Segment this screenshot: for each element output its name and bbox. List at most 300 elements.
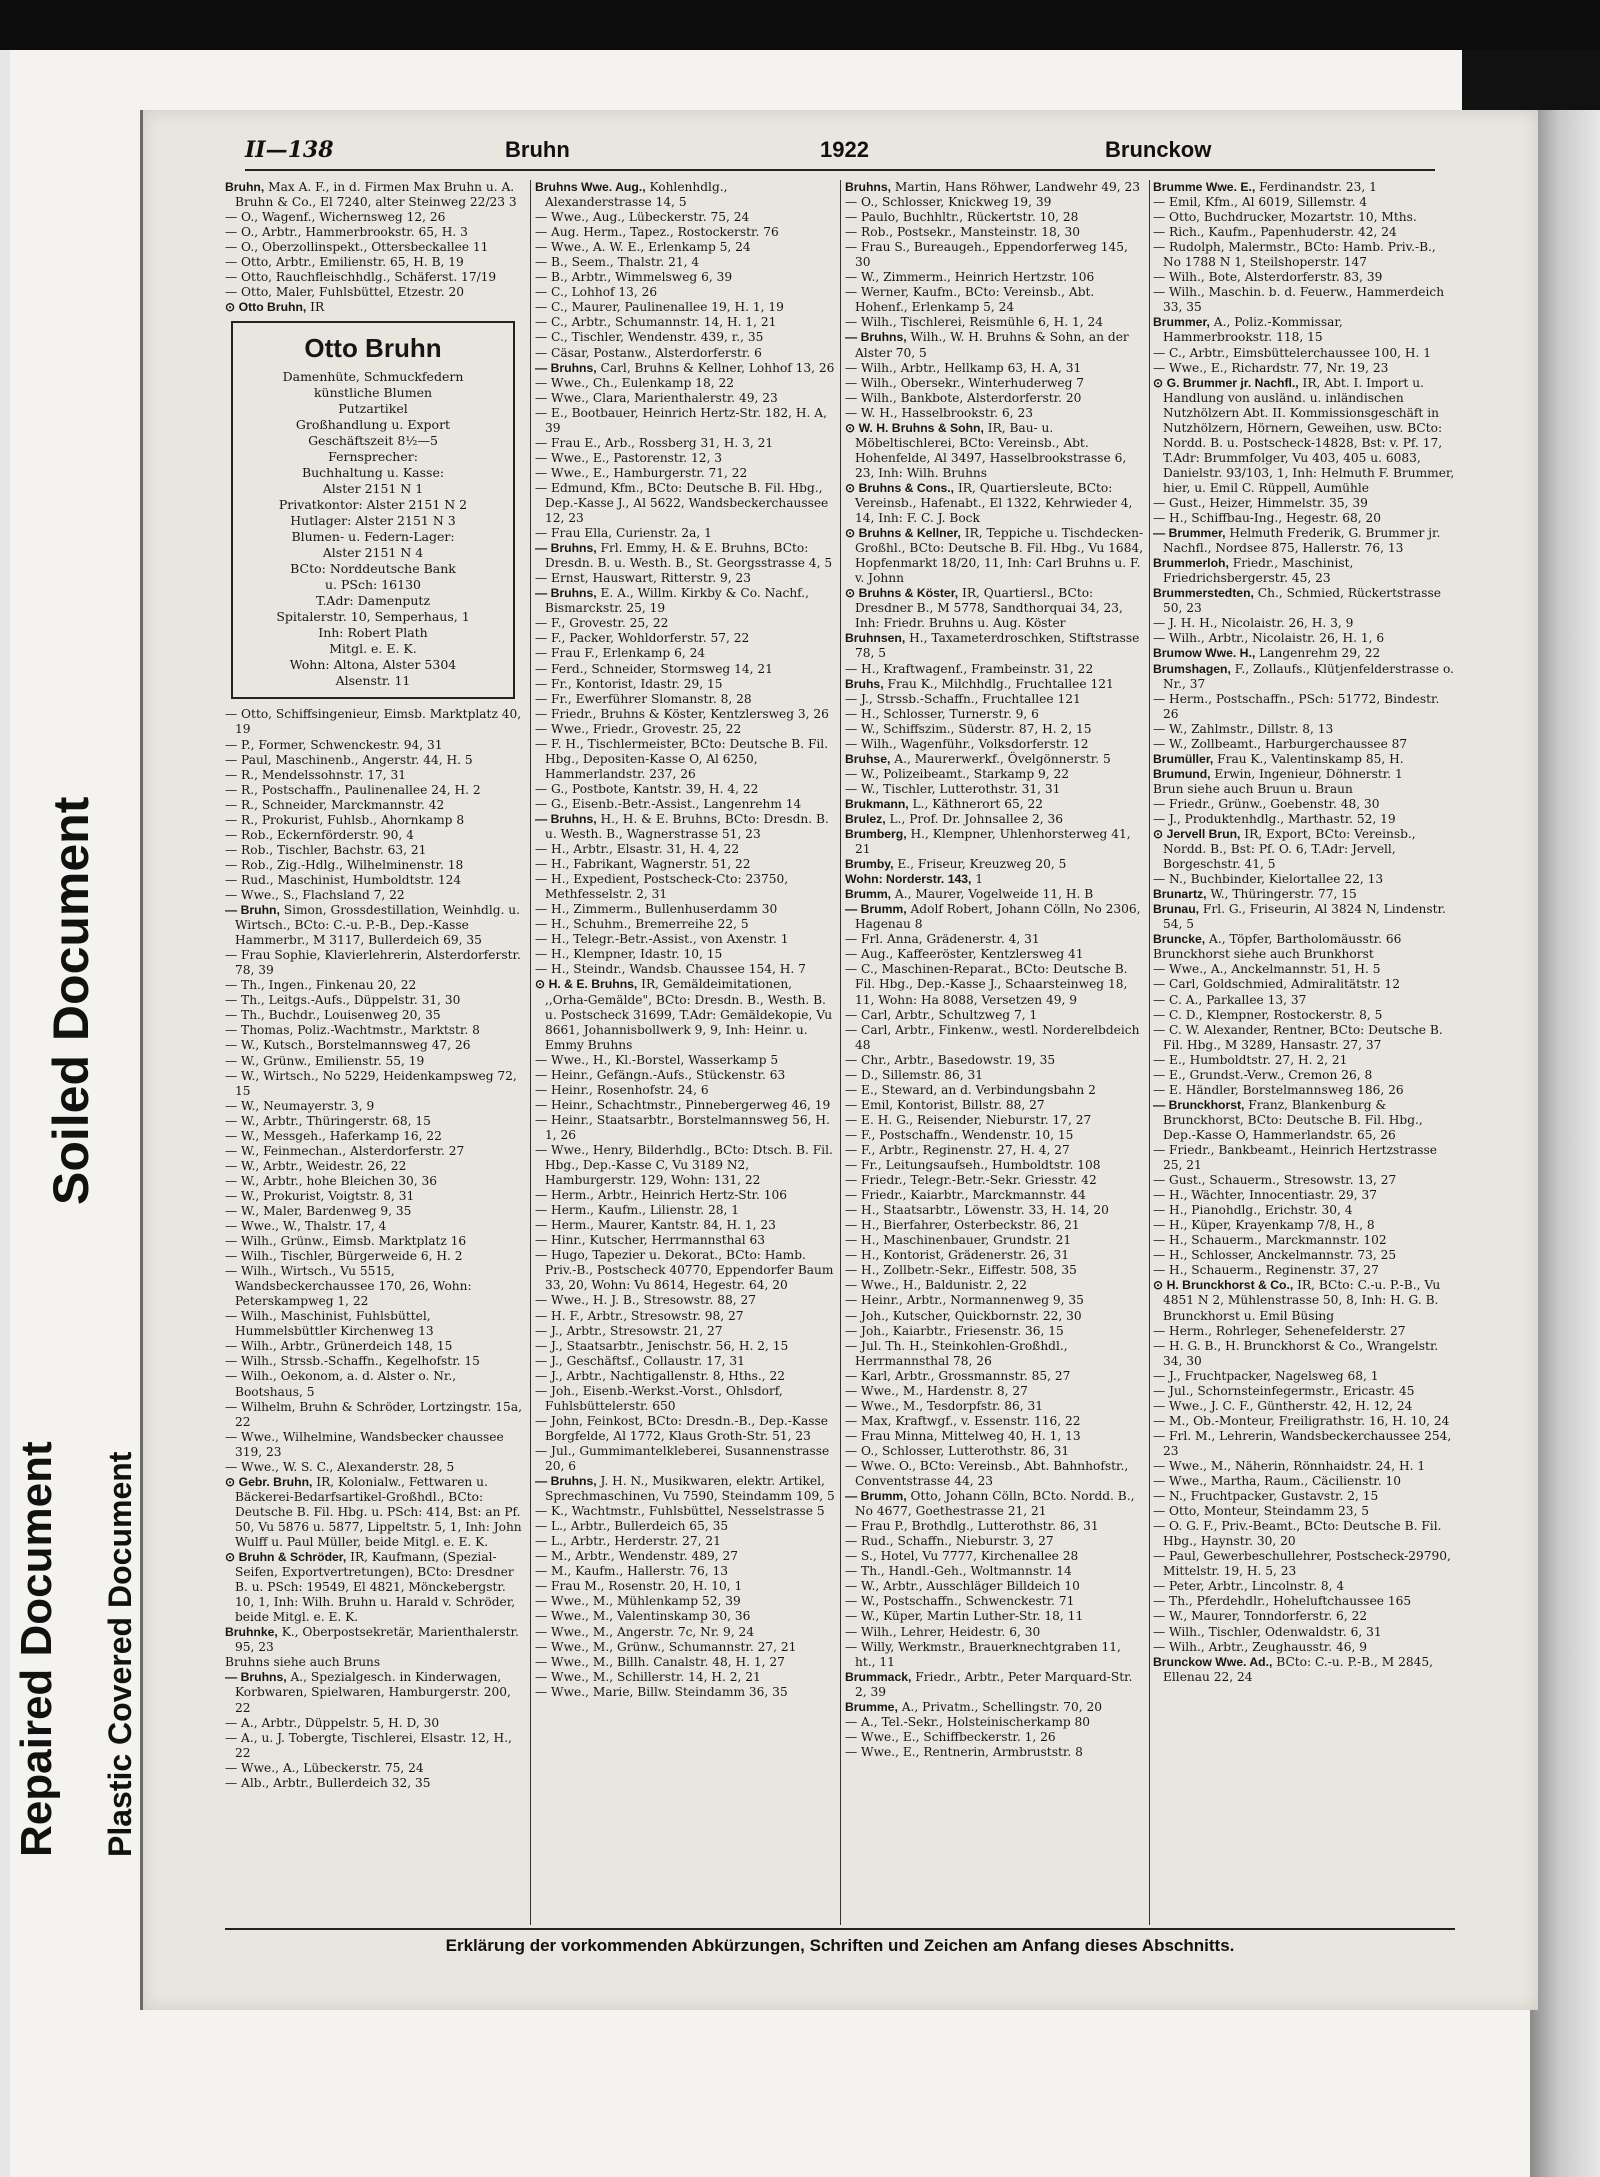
directory-entry: Bruhns Wwe. Aug., Kohlenhdlg., Alexanderstrasse 14, 5: [535, 180, 728, 210]
directory-entry: — Friedr., Telegr.-Betr.-Sekr. Griesstr. 42: [845, 1173, 1097, 1188]
directory-entry: — Otto, Buchdrucker, Mozartstr. 10, Mths.: [1153, 210, 1417, 225]
directory-entry: — Frau P., Brothdlg., Lutterothstr. 86, 31: [845, 1519, 1099, 1534]
directory-entry: — Paulo, Buchhltr., Rückertstr. 10, 28: [845, 210, 1079, 225]
directory-entry: — J., Arbtr., Stresowstr. 21, 27: [535, 1323, 723, 1338]
ad-line: Hutlager: Alster 2151 N 3: [290, 513, 456, 529]
directory-entry: Brumüller, Frau K., Valentinskamp 85, H.: [1153, 751, 1404, 766]
ad-line: Spitalerstr. 10, Semperhaus, 1: [276, 609, 470, 625]
directory-entry: — C., Maurer, Paulinenallee 19, H. 1, 19: [535, 300, 784, 315]
directory-entry: — H., Expedient, Postscheck-Cto: 23750, Methfesselstr. 2, 31: [535, 872, 789, 902]
directory-entry: — K., Wachtmstr., Fuhlsbüttel, Nesselstrasse 5: [535, 1504, 825, 1519]
directory-entry: — Th., Ingen., Finkenau 20, 22: [225, 978, 417, 993]
directory-entry: — C. D., Klempner, Rostockerstr. 8, 5: [1153, 1007, 1383, 1022]
directory-entry: Brun siehe auch Bruun u. Braun: [1153, 781, 1353, 796]
directory-entry: ⊙ H. & E. Bruhns, IR, Gemäldeimitationen, ,,Orha-Gemälde", BCto: Dresdn. B., Westh. B. u. Postscheck 31699, T.Adr: Gemäldekopie, Vu 8661, Johannisbollwerk 9, 9, Inh: Heinr. u. Emmy Bruhns: [535, 977, 833, 1052]
directory-entry: — H., Schiffbau-Ing., Hegestr. 68, 20: [1153, 511, 1382, 526]
ad-title: Otto Bruhn: [304, 333, 442, 364]
directory-entry: — L., Arbtr., Herderstr. 27, 21: [535, 1534, 721, 1549]
directory-entry: — Edmund, Kfm., BCto: Deutsche B. Fil. Hbg., Dep.-Kasse J., Al 5622, Wandsbeckerchaussee 12, 23: [535, 480, 829, 526]
directory-entry: — J., Staatsarbtr., Jenischstr. 56, H. 2, 15: [535, 1338, 789, 1353]
directory-entry: — Wwe., H., Baldunistr. 2, 22: [845, 1278, 1028, 1293]
directory-entry: — E., Grundst.-Verw., Cremon 26, 8: [1153, 1067, 1373, 1082]
directory-entry: Brummerstedten, Ch., Schmied, Rückertstrasse 50, 23: [1153, 586, 1441, 616]
directory-entry: — B., Seem., Thalstr. 21, 4: [535, 255, 700, 270]
directory-entry: — Wilh., Oekonom, a. d. Alster o. Nr., Bootshaus, 5: [225, 1369, 457, 1399]
directory-entry: — Frau Sophie, Klavierlehrerin, Alsterdorferstr. 78, 39: [225, 948, 521, 978]
directory-entry: — Hinr., Kutscher, Herrmannsthal 63: [535, 1233, 766, 1248]
directory-entry: — Wwe., M., Näherin, Rönnhaidstr. 24, H. 1: [1153, 1458, 1426, 1473]
directory-entry: — Rud., Schaffn., Nieburstr. 3, 27: [845, 1534, 1054, 1549]
directory-entry: — Emil, Kfm., Al 6019, Sillemstr. 4: [1153, 195, 1368, 210]
directory-entry: — E. H. G., Reisender, Nieburstr. 17, 27: [845, 1112, 1092, 1127]
directory-entry: — N., Buchbinder, Kielortallee 22, 13: [1153, 872, 1384, 887]
directory-entry: — Aug., Kaffeeröster, Kentzlersweg 41: [845, 947, 1084, 962]
directory-entry: — H., Schauerm., Marckmannstr. 102: [1153, 1233, 1387, 1248]
directory-entry: ⊙ Jervell Brun, IR, Export, BCto: Vereinsb., Nordd. B., Bst: Pf. O. 6, T.Adr: Jervell, Borgeschstr. 41, 5: [1153, 827, 1416, 872]
directory-entry: — Brummer, Helmuth Frederik, G. Brummer jr. Nachfl., Nordsee 875, Hallerstr. 76, 13: [1153, 526, 1441, 556]
column-4: [1153, 180, 1455, 1925]
directory-entry: Bruhse, A., Maurerwerkf., Övelgönnerstr. 5: [845, 751, 1111, 766]
directory-entry: — Bruhn, Simon, Grossdestillation, Weinhdlg. u. Wirtsch., BCto: C.-u. P.-B., Dep.-Kasse Hammerbr., M 3117, Bullerdeich 69, 35: [225, 903, 521, 948]
directory-entry: — Otto, Monteur, Steindamm 23, 5: [1153, 1504, 1370, 1519]
directory-entry: — Peter, Arbtr., Lincolnstr. 8, 4: [1153, 1579, 1345, 1594]
directory-entry: — G., Postbote, Kantstr. 39, H. 4, 22: [535, 781, 759, 796]
directory-entry: — Aug. Herm., Tapez., Rostockerstr. 76: [535, 225, 779, 240]
directory-entry: Bruncke, A., Töpfer, Bartholomäusstr. 66: [1153, 932, 1402, 947]
directory-entry: — Otto, Schiffsingenieur, Eimsb. Marktplatz 40, 19: [225, 707, 522, 737]
directory-entry: — Wilh., Tischler, Bürgerweide 6, H. 2: [225, 1249, 463, 1264]
directory-entry: — Wwe., H. J. B., Stresowstr. 88, 27: [535, 1293, 756, 1308]
directory-entry: — C., Arbtr., Schumannstr. 14, H. 1, 21: [535, 315, 777, 330]
footer-divider: [225, 1928, 1455, 1930]
directory-entry: — Wilh., Arbtr., Grünerdeich 148, 15: [225, 1339, 453, 1354]
directory-entry: Brulez, L., Prof. Dr. Johnsallee 2, 36: [845, 811, 1063, 826]
ad-line: Putzartikel: [338, 401, 408, 417]
directory-entry: — Wwe., Aug., Lübeckerstr. 75, 24: [535, 210, 750, 225]
directory-entry: — Wwe., M., Schillerstr. 14, H. 2, 21: [535, 1669, 761, 1684]
directory-entry: — Rob., Zig.-Hdlg., Wilhelminenstr. 18: [225, 857, 464, 872]
directory-entry: — Wwe., M., Mühlenkamp 52, 39: [535, 1594, 741, 1609]
directory-entry: — Paul, Gewerbeschullehrer, Postscheck-29790, Mittelstr. 19, H. 5, 23: [1153, 1549, 1451, 1579]
directory-entry: — Th., Handl.-Geh., Woltmannstr. 14: [845, 1564, 1072, 1579]
directory-entry: ⊙ Bruhns & Cons., IR, Quartiersleute, BCto: Vereinsb., Hafenabt., El 1322, Kehrwieder 4, 14, Inh: F. C. J. Bock: [845, 480, 1133, 526]
directory-entry: — Wwe., W., Thalstr. 17, 4: [225, 1219, 387, 1234]
directory-entry: Brumow Wwe. H., Langenrehm 29, 22: [1153, 646, 1381, 661]
directory-entry: — Wilh., Wagenführ., Volksdorferstr. 12: [845, 736, 1089, 751]
directory-entry: — H., Fabrikant, Wagnerstr. 51, 22: [535, 857, 751, 872]
directory-entry: — Friedr., Grünw., Goebenstr. 48, 30: [1153, 796, 1380, 811]
column-1: [225, 180, 527, 1925]
directory-entry: — H., Pianohdlg., Erichstr. 30, 4: [1153, 1203, 1353, 1218]
ad-line: Großhandlung u. Export: [295, 417, 451, 433]
directory-entry: — Wwe., M., Billh. Canalstr. 48, H. 1, 27: [535, 1654, 785, 1669]
directory-entry: — F., Postschaffn., Wendenstr. 10, 15: [845, 1127, 1074, 1142]
directory-entry: — W., Schiffszim., Süderstr. 87, H. 2, 15: [845, 721, 1092, 736]
directory-entry: — Jul. Th. H., Steinkohlen-Großhdl., Herrmannsthal 78, 26: [845, 1338, 1068, 1368]
directory-entry: — Ferd., Schneider, Stormsweg 14, 21: [535, 661, 773, 676]
directory-entry: — Herm., Kaufm., Lilienstr. 28, 1: [535, 1203, 740, 1218]
directory-entry: — C. A., Parkallee 13, 37: [1153, 992, 1307, 1007]
directory-entry: — Wwe., J. C. F., Güntherstr. 42, H. 12, 24: [1153, 1398, 1413, 1413]
directory-entry: — W., Arbtr., Thüringerstr. 68, 15: [225, 1113, 431, 1128]
directory-entry: — M., Kaufm., Hallerstr. 76, 13: [535, 1564, 728, 1579]
directory-entry: — F., Arbtr., Reginenstr. 27, H. 4, 27: [845, 1143, 1070, 1157]
directory-entry: — Bruhns, J. H. N., Musikwaren, elektr. Artikel, Sprechmaschinen, Vu 7590, Steindamm 109, 5: [535, 1474, 835, 1504]
directory-entry: — John, Feinkost, BCto: Dresdn.-B., Dep.-Kasse Borgfelde, Al 1772, Klaus Groth-Str. 51, 23: [535, 1413, 828, 1443]
ad-line: Mitgl. e. E. K.: [329, 641, 417, 657]
directory-entry: — E., Steward, an d. Verbindungsbahn 2: [845, 1082, 1096, 1097]
ad-line: Blumen- u. Federn-Lager:: [291, 529, 455, 545]
advertisement-box: [231, 321, 515, 699]
directory-entry: — J., Strssb.-Schaffn., Fruchtallee 121: [845, 691, 1081, 706]
directory-entry: — Brumm, Adolf Robert, Johann Cölln, No 2306, Hagenau 8: [845, 902, 1141, 932]
directory-entry: — Wilh., Arbtr., Zeughausstr. 46, 9: [1153, 1639, 1368, 1654]
directory-entry: — Rob., Postsekr., Mansteinstr. 18, 30: [845, 225, 1081, 240]
directory-entry: — Friedr., Bruhns & Köster, Kentzlersweg 3, 26: [535, 706, 829, 721]
directory-entry: — Wilh., Bankbote, Alsterdorferstr. 20: [845, 390, 1082, 405]
directory-entry: — Wilh., Tischlerei, Reismühle 6, H. 1, 24: [845, 315, 1104, 330]
directory-entry: — H., Schlosser, Turnerstr. 9, 6: [845, 706, 1039, 721]
directory-entry: — Emil, Kontorist, Billstr. 88, 27: [845, 1097, 1045, 1112]
directory-entry: — Fr., Ewerführer Slomanstr. 8, 28: [535, 691, 752, 706]
directory-entry: — W., Feinmechan., Alsterdorferstr. 27: [225, 1143, 465, 1158]
directory-entry: — Wwe., H., Kl.-Borstel, Wasserkamp 5: [535, 1052, 779, 1067]
directory-entry: — J., Geschäftsf., Collaustr. 17, 31: [535, 1353, 745, 1368]
directory-entry: — Th., Buchdr., Louisenweg 20, 35: [225, 1008, 441, 1023]
directory-entry: — Frau F., Erlenkamp 6, 24: [535, 646, 706, 661]
directory-entry: — Paul, Maschinenb., Angerstr. 44, H. 5: [225, 752, 473, 767]
directory-entry: — Frau Ella, Curienstr. 2a, 1: [535, 526, 712, 541]
directory-entry: — W., Neumayerstr. 3, 9: [225, 1098, 375, 1113]
ad-line: Buchhaltung u. Kasse:: [301, 465, 445, 481]
directory-entry: — Wilh., Bote, Alsterdorferstr. 83, 39: [1153, 270, 1383, 285]
directory-entry: — Joh., Eisenb.-Werkst.-Vorst., Ohlsdorf, Fuhlsbüttelerstr. 650: [535, 1383, 783, 1413]
directory-entry: — Brunckhorst, Franz, Blankenburg & Brunckhorst, BCto: Deutsche B. Fil. Hbg., Dep.-Kasse O, Hammerlandstr. 65, 26: [1153, 1097, 1423, 1142]
directory-entry: — Friedr., Kaiarbtr., Marckmannstr. 44: [845, 1188, 1086, 1203]
directory-entry: — F., Packer, Wohldorferstr. 57, 22: [535, 631, 750, 646]
directory-entry: Brumshagen, F., Zollaufs., Klütjenfelderstrasse o. Nr., 37: [1153, 661, 1454, 691]
column-divider: [840, 180, 841, 1925]
directory-entry: — H., Zimmerm., Bullenhuserdamm 30: [535, 902, 778, 917]
directory-entry: — C., Maschinen-Reparat., BCto: Deutsche B. Fil. Hbg., Dep.-Kasse J., Schaarsteinweg 18, 11, Wohn: Ha 8088, Versetzen 49, 9: [845, 962, 1128, 1007]
directory-entry: — W., Arbtr., Ausschläger Billdeich 10: [845, 1579, 1080, 1594]
directory-entry: — Wwe., M., Valentinskamp 30, 36: [535, 1609, 751, 1624]
directory-entry: — H., Küper, Krayenkamp 7/8, H., 8: [1153, 1218, 1375, 1233]
directory-entry: — Heinr., Schachtmstr., Pinnebergerweg 46, 19: [535, 1097, 831, 1112]
directory-entry: — H., Schlosser, Anckelmannstr. 73, 25: [1153, 1248, 1397, 1263]
directory-entry: ⊙ W. H. Bruhns & Sohn, IR, Bau- u. Möbeltischlerei, BCto: Vereinsb., Abt. Hohenfelde, Al 3497, Hasselbrookstrasse 6, 23, Inh: Wilh. Bruhns: [845, 420, 1127, 480]
directory-entry: — Heinr., Gefängn.-Aufs., Stückenstr. 63: [535, 1067, 786, 1082]
directory-entry: — S., Hotel, Vu 7777, Kirchenallee 28: [845, 1549, 1079, 1564]
directory-entry: Brummerloh, Friedr., Maschinist, Friedrichsbergerstr. 45, 23: [1153, 556, 1354, 586]
directory-entry: — W., Küper, Martin Luther-Str. 18, 11: [845, 1609, 1084, 1624]
directory-entry: — Bruhns, Carl, Bruhns & Kellner, Lohhof 13, 26: [535, 360, 835, 375]
directory-entry: — W., Arbtr., Weidestr. 26, 22: [225, 1158, 407, 1173]
directory-entry: — R., Schneider, Marckmannstr. 42: [225, 797, 445, 812]
directory-entry: Brunckhorst siehe auch Brunkhorst: [1153, 947, 1374, 962]
footer-note: Erklärung der vorkommenden Abkürzungen, Schriften und Zeichen am Anfang dieses Abschnitts.: [445, 1936, 1235, 1955]
directory-entry: — Thomas, Poliz.-Wachtmstr., Marktstr. 8: [225, 1023, 480, 1038]
directory-entry: Brumm, A., Maurer, Vogelweide 11, H. B: [845, 887, 1094, 902]
side-labels: [0, 0, 160, 2177]
directory-entry: — O., Arbtr., Hammerbrookstr. 65, H. 3: [225, 225, 468, 240]
directory-entry: — Wwe. O., BCto: Vereinsb., Abt. Bahnhofstr., Conventstrasse 44, 23: [845, 1458, 1129, 1489]
directory-entry: — Herm., Rohrleger, Sehenefelderstr. 27: [1153, 1323, 1406, 1338]
ad-line: Damenhüte, Schmuckfedern: [282, 369, 464, 385]
directory-entry: — Wilh., Grünw., Eimsb. Marktplatz 16: [225, 1234, 467, 1249]
directory-entry: Bruhns, Martin, Hans Röhwer, Landwehr 49, 23: [845, 180, 1140, 194]
directory-entry: — Jul., Gummimantelkleberei, Susannenstrasse 20, 6: [535, 1443, 830, 1473]
directory-entry: — Frl. M., Lehrerin, Wandsbeckerchaussee 254, 23: [1153, 1428, 1452, 1458]
column-divider: [1149, 180, 1150, 1925]
directory-entry: — Alb., Arbtr., Bullerdeich 32, 35: [225, 1775, 431, 1790]
directory-entry: — Otto, Rauchfleischhdlg., Schäferst. 17/19: [225, 270, 497, 285]
directory-entry: Brumme Wwe. E., Ferdinandstr. 23, 1: [1153, 180, 1377, 194]
directory-entry: — Fr., Kontorist, Idastr. 29, 15: [535, 676, 723, 691]
directory-entry: — Wilh., Lehrer, Heidestr. 6, 30: [845, 1624, 1041, 1639]
directory-entry: — Werner, Kaufm., BCto: Vereinsb., Abt. Hohenf., Erlenkamp 5, 24: [845, 285, 1095, 315]
directory-entry: Bruhnke, K., Oberpostsekretär, Marienthalerstr. 95, 23: [225, 1625, 519, 1655]
ad-line: Privatkontor: Alster 2151 N 2: [278, 497, 468, 513]
directory-entry: ⊙ Bruhns & Kellner, IR, Teppiche u. Tischdecken-Großhl., BCto: Deutsche B. Fil. Hbg., Vu 1684, Hopfenmarkt 18/20, 11, Inh: Carl Bruhns u. F. v. Johnn: [845, 526, 1144, 586]
directory-entry: — Bruhns, Wilh., W. H. Bruhns & Sohn, an der Alster 70, 5: [845, 330, 1129, 360]
header-first-name: Bruhn: [505, 137, 570, 162]
ad-line: u. PSch: 16130: [325, 577, 421, 593]
directory-entry: — C., Arbtr., Eimsbüttelerchaussee 100, H. 1: [1153, 345, 1431, 360]
scan-border-top: [0, 0, 1600, 50]
directory-entry: — Chr., Arbtr., Basedowstr. 19, 35: [845, 1052, 1056, 1067]
ad-line: Alster 2151 N 4: [322, 545, 424, 561]
directory-entry: — D., Sillemstr. 86, 31: [845, 1067, 983, 1082]
directory-entry: — F. H., Tischlermeister, BCto: Deutsche B. Fil. Hbg., Depositen-Kasse O, Al 6250, Hammerlandstr. 237, 26: [535, 736, 829, 781]
directory-entry: Brummack, Friedr., Arbtr., Peter Marquard-Str. 2, 39: [845, 1669, 1133, 1699]
scan-border-corner: [1462, 50, 1600, 110]
directory-entry: — O., Schlosser, Lutterothstr. 86, 31: [845, 1443, 1070, 1458]
directory-entry: — H., Arbtr., Elsastr. 31, H. 4, 22: [535, 842, 740, 857]
directory-entry: — G., Eisenb.-Betr.-Assist., Langenrehm 14: [535, 796, 802, 811]
directory-entry: — P., Former, Schwenckestr. 94, 31: [225, 737, 443, 752]
directory-entry: — Bruhns, A., Spezialgesch. in Kinderwagen, Korbwaren, Spielwaren, Hamburgerstr. 200, 22: [225, 1670, 511, 1715]
directory-entry: — W., Tischler, Lutterothstr. 31, 31: [845, 781, 1061, 796]
directory-entry: — Th., Pferdehdlr., Hoheluftchaussee 165: [1153, 1594, 1412, 1609]
directory-entry: — R., Prokurist, Fuhlsb., Ahornkamp 8: [225, 812, 465, 827]
directory-entry: — Otto, Maler, Fuhlsbüttel, Etzestr. 20: [225, 285, 464, 300]
label-soiled: Soiled Document: [43, 796, 99, 1205]
directory-entry: — O., Schlosser, Knickweg 19, 39: [845, 195, 1052, 210]
directory-entry: — Wilhelm, Bruhn & Schröder, Lortzingstr. 15a, 22: [225, 1399, 522, 1429]
directory-entry: — Wwe., E., Pastorenstr. 12, 3: [535, 450, 723, 465]
directory-entry: — Carl, Arbtr., Finkenw., westl. Norderelbdeich 48: [845, 1022, 1140, 1052]
directory-entry: — H., Bierfahrer, Osterbeckstr. 86, 21: [845, 1218, 1080, 1233]
directory-entry: — H., Schauerm., Reginenstr. 37, 27: [1153, 1263, 1379, 1278]
directory-entry: — Bruhns, H., H. & E. Bruhns, BCto: Dresdn. B. u. Westh. B., Wagnerstrasse 51, 23: [535, 811, 829, 842]
directory-entry: — Wwe., E., Richardstr. 77, Nr. 19, 23: [1153, 360, 1389, 375]
directory-entry: — W., Zimmerm., Heinrich Hertzstr. 106: [845, 270, 1095, 285]
directory-entry: — Wwe., M., Tesdorpfstr. 86, 31: [845, 1398, 1044, 1413]
directory-entry: — Karl, Arbtr., Grossmannstr. 85, 27: [845, 1368, 1071, 1383]
directory-entry: — Wwe., Henry, Bilderhdlg., BCto: Dtsch. B. Fil. Hbg., Dep.-Kasse C, Vu 3189 N2, Hamburgerstr. 129, Wohn: 131, 22: [535, 1143, 833, 1188]
directory-entry: Brunau, Frl. G., Friseurin, Al 3824 N, Lindenstr. 54, 5: [1153, 902, 1446, 932]
directory-entry: — W., Zollbeamt., Harburgerchaussee 87: [1153, 736, 1408, 751]
directory-entry: — Herm., Maurer, Kantstr. 84, H. 1, 23: [535, 1218, 776, 1233]
directory-entry: — Bruhns, Frl. Emmy, H. & E. Bruhns, BCto: Dresdn. B. u. Westh. B., St. Georgsstrasse 4, 5: [535, 541, 833, 571]
directory-entry: ⊙ Otto Bruhn, IR: [225, 300, 325, 315]
ad-line: Inh: Robert Plath: [318, 625, 428, 641]
directory-entry: — Heinr., Rosenhofstr. 24, 6: [535, 1082, 709, 1097]
directory-entry: — Otto, Arbtr., Emilienstr. 65, H. B, 19: [225, 255, 464, 270]
directory-entry: — Willy, Werkmstr., Brauerknechtgraben 11, ht., 11: [845, 1639, 1121, 1669]
directory-entry: — H., Maschinenbauer, Grundstr. 21: [845, 1233, 1072, 1248]
directory-entry: — N., Fruchtpacker, Gustavstr. 2, 15: [1153, 1489, 1379, 1504]
directory-entry: — W., Polizeibeamt., Starkamp 9, 22: [845, 766, 1070, 781]
directory-entry: — W., Maurer, Tonndorferstr. 6, 22: [1153, 1609, 1368, 1624]
directory-entry: — Brumm, Otto, Johann Cölln, BCto. Nordd. B., No 4677, Goethestrasse 21, 21: [845, 1489, 1135, 1519]
header-year: 1922: [820, 137, 869, 162]
directory-entry: ⊙ Gebr. Bruhn, IR, Kolonialw., Fettwaren u. Bäckerei-Bedarfsartikel-Großhdl., BCto: Deutsche B. Fil. Hbg. u. PSch: 414, Bst: an Pf. 50, Vu 5876 u. 5877, Lippeltstr. 5, 1, Inh: John Wulff u. Paul Müller, beide Mitgl. e. E. K.: [225, 1474, 522, 1549]
directory-entry: — Wwe., M., Angerstr. 7c, Nr. 9, 24: [535, 1624, 755, 1639]
directory-entry: — Wilh., Maschin. b. d. Feuerw., Hammerdeich 33, 35: [1153, 285, 1445, 315]
directory-entry: — Wilh., Arbtr., Nicolaistr. 26, H. 1, 6: [1153, 631, 1385, 646]
column-divider: [530, 180, 531, 1925]
directory-entry: — L., Arbtr., Bullerdeich 65, 35: [535, 1519, 729, 1534]
directory-entry: — O. G. F., Priv.-Beamt., BCto: Deutsche B. Fil. Hbg., Haynstr. 30, 20: [1153, 1519, 1442, 1549]
directory-entry: Bruhs, Frau K., Milchhdlg., Fruchtallee 121: [845, 676, 1114, 691]
directory-entry: — W., Zahlmstr., Dillstr. 8, 13: [1153, 721, 1334, 736]
directory-entry: — H., Wächter, Innocentiastr. 29, 37: [1153, 1188, 1378, 1203]
directory-entry: — H., Kraftwagenf., Frambeinstr. 31, 22: [845, 661, 1094, 676]
directory-entry: — J., Fruchtpacker, Nagelsweg 68, 1: [1153, 1368, 1379, 1383]
directory-entry: Brunckow Wwe. Ad., BCto: C.-u. P.-B., M 2845, Ellenau 22, 24: [1153, 1654, 1434, 1684]
header-last-name: Brunckow: [1105, 137, 1212, 162]
directory-entry: — Wwe., Marie, Billw. Steindamm 36, 35: [535, 1684, 788, 1699]
ad-line: Wohn: Altona, Alster 5304: [289, 657, 457, 673]
directory-entry: — H. G. B., H. Brunckhorst & Co., Wrangelstr. 34, 30: [1153, 1338, 1439, 1368]
directory-entry: — O., Oberzollinspekt., Ottersbeckallee 11: [225, 240, 489, 255]
directory-entry: — Frau Minna, Mittelweg 40, H. 1, 13: [845, 1428, 1081, 1443]
directory-entry: — H., Zollbetr.-Sekr., Eiffestr. 508, 35: [845, 1263, 1077, 1278]
label-repaired: Repaired Document: [12, 1441, 61, 1857]
directory-entry: — Gust., Heizer, Himmelstr. 35, 39: [1153, 495, 1368, 510]
directory-entry: Bruhn, Max A. F., in d. Firmen Max Bruhn u. A. Bruhn & Co., El 7240, alter Steinweg 22/23 3: [225, 180, 517, 210]
directory-entry: — W., Maler, Bardenweg 9, 35: [225, 1203, 412, 1218]
directory-entry: — B., Arbtr., Wimmelsweg 6, 39: [535, 270, 733, 285]
directory-entry: — Wwe., Clara, Marienthalerstr. 49, 23: [535, 390, 778, 405]
directory-entry: — A., Arbtr., Düppelstr. 5, H. D, 30: [225, 1715, 440, 1730]
directory-entry: — F., Grovestr. 25, 22: [535, 616, 669, 631]
directory-entry: Brummer, A., Poliz.-Kommissar, Hammerbrookstr. 118, 15: [1153, 315, 1343, 345]
directory-entry: — Wilh., Wirtsch., Vu 5515, Wandsbeckerchaussee 170, 26, Wohn: Peterskampweg 1, 22: [225, 1264, 472, 1309]
directory-entry: — A., Tel.-Sekr., Holsteinischerkamp 80: [845, 1714, 1091, 1729]
directory-entry: — Frl. Anna, Grädenerstr. 4, 31: [845, 932, 1040, 947]
directory-entry: Brukmann, L., Käthnerort 65, 22: [845, 796, 1043, 811]
directory-entry: — Herm., Arbtr., Heinrich Hertz-Str. 106: [535, 1188, 788, 1203]
directory-entry: — Carl, Goldschmied, Admiralitätstr. 12: [1153, 977, 1400, 992]
directory-entry: — Rud., Maschinist, Humboldtstr. 124: [225, 872, 462, 887]
directory-entry: — M., Ob.-Monteur, Freiligrathstr. 16, H. 10, 24: [1153, 1413, 1450, 1428]
directory-entry: — W., Grünw., Emilienstr. 55, 19: [225, 1053, 425, 1068]
ad-line: Alster 2151 N 1: [322, 481, 424, 497]
directory-entry: — Wwe., A., Lübeckerstr. 75, 24: [225, 1760, 424, 1775]
ad-line: künstliche Blumen: [313, 385, 433, 401]
ad-line: T.Adr: Damenputz: [315, 593, 431, 609]
directory-entry: ⊙ Bruhns & Köster, IR, Quartiersl., BCto: Dresdner B., M 5778, Sandthorquai 34, 23, Inh: Friedr. Bruhns u. Aug. Köster: [845, 586, 1123, 631]
directory-entry: — Joh., Kutscher, Quickbornstr. 22, 30: [845, 1308, 1082, 1323]
directory-entry: Wohn: Norderstr. 143, 1: [845, 872, 984, 887]
directory-entry: — R., Postschaffn., Paulinenallee 24, H. 2: [225, 782, 481, 797]
directory-entry: — Ernst, Hauswart, Ritterstr. 9, 23: [535, 571, 752, 586]
directory-entry: — R., Mendelssohnstr. 17, 31: [225, 767, 407, 782]
directory-entry: — Heinr., Arbtr., Normannenweg 9, 35: [845, 1293, 1084, 1308]
directory-entry: — Frau S., Bureaugeh., Eppendorferweg 145, 30: [845, 240, 1128, 270]
directory-entry: — H., Telegr.-Betr.-Assist., von Axenstr. 1: [535, 932, 789, 947]
directory-entry: — Wilh., Strssb.-Schaffn., Kegelhofstr. 15: [225, 1354, 480, 1369]
directory-entry: — E., Humboldtstr. 27, H. 2, 21: [1153, 1052, 1348, 1067]
directory-entry: — Frau E., Arb., Rossberg 31, H. 3, 21: [535, 435, 774, 450]
page-number: II—138: [245, 137, 334, 163]
ad-line: Geschäftszeit 8½—5: [308, 433, 438, 449]
directory-entry: — W., Wirtsch., No 5229, Heidenkampsweg 72, 15: [225, 1068, 517, 1098]
directory-entry: — Wwe., A., Anckelmannstr. 51, H. 5: [1153, 962, 1381, 977]
directory-entry: — E., Bootbauer, Heinrich Hertz-Str. 182, H. A, 39: [535, 405, 827, 435]
directory-entry: — Wilh., Tischler, Odenwaldstr. 6, 31: [1153, 1624, 1382, 1639]
directory-entry: — W., Messgeh., Haferkamp 16, 22: [225, 1128, 442, 1143]
directory-entry: — C., Lohhof 13, 26: [535, 285, 658, 300]
directory-entry: Brumberg, H., Klempner, Uhlenhorsterweg 41, 21: [845, 827, 1131, 857]
directory-entry: — Wwe., Ch., Eulenkamp 18, 22: [535, 375, 735, 390]
directory-entry: — Joh., Kaiarbtr., Friesenstr. 36, 15: [845, 1323, 1064, 1338]
ad-line: BCto: Norddeutsche Bank: [290, 561, 456, 577]
directory-entry: Brumund, Erwin, Ingenieur, Döhnerstr. 1: [1153, 766, 1403, 781]
directory-entry: — Carl, Arbtr., Schultzweg 7, 1: [845, 1007, 1038, 1022]
directory-entry: — Wilh., Obersekr., Winterhuderweg 7: [845, 375, 1085, 390]
directory-entry: — Cäsar, Postanw., Alsterdorferstr. 6: [535, 345, 762, 360]
directory-entry: — C., Tischler, Wendenstr. 439, r., 35: [535, 330, 764, 345]
directory-entry: — Max, Kraftwgf., v. Essenstr. 116, 22: [845, 1413, 1081, 1428]
directory-entry: — Friedr., Bankbeamt., Heinrich Hertzstrasse 25, 21: [1153, 1143, 1437, 1173]
directory-entry: ⊙ Bruhn & Schröder, IR, Kaufmann, (Spezial-Seifen, Exportvertretungen), BCto: Dresdner B. u. PSch: 19549, El 4821, Mönckebergstr. 10, 1, Inh: Wilh. Bruhn u. Harald v. Schröder, beide Mitgl. e. E. K.: [225, 1550, 516, 1625]
label-plastic: Plastic Covered Document: [102, 1451, 138, 1857]
directory-entry: — W., Postschaffn., Schwenckestr. 71: [845, 1594, 1075, 1609]
directory-entry: — H., Steindr., Wandsb. Chaussee 154, H. 7: [535, 962, 806, 977]
directory-entry: Brunartz, W., Thüringerstr. 77, 15: [1153, 887, 1357, 902]
directory-entry: — W., Prokurist, Voigtstr. 8, 31: [225, 1188, 415, 1203]
directory-entry: — Herm., Postschaffn., PSch: 51772, Bindestr. 26: [1153, 691, 1440, 721]
directory-entry: — Rich., Kaufm., Papenhuderstr. 42, 24: [1153, 225, 1397, 240]
directory-entry: — Wwe., W. S. C., Alexanderstr. 28, 5: [225, 1459, 455, 1474]
directory-entry: — C. W. Alexander, Rentner, BCto: Deutsche B. Fil. Hbg., M 3289, Hansastr. 27, 37: [1153, 1022, 1443, 1052]
directory-entry: — Rudolph, Malermstr., BCto: Hamb. Priv.-B., No 1788 N 1, Steilshoperstr. 147: [1153, 240, 1436, 270]
directory-entry: — H. F., Arbtr., Stresowstr. 98, 27: [535, 1308, 744, 1323]
directory-entry: Bruhnsen, H., Taxameterdroschken, Stiftstrasse 78, 5: [845, 631, 1140, 661]
ad-line: Alsenstr. 11: [335, 673, 411, 689]
column-3: [845, 180, 1145, 1925]
ad-line: Fernsprecher:: [328, 449, 418, 465]
directory-entry: — Wwe., M., Hardenstr. 8, 27: [845, 1383, 1028, 1398]
directory-entry: — Wwe., A. W. E., Erlenkamp 5, 24: [535, 240, 751, 255]
directory-entry: — Wwe., E., Schiffbeckerstr. 1, 26: [845, 1729, 1056, 1744]
directory-entry: — J., Produktenhdlg., Marthastr. 52, 19: [1153, 811, 1396, 826]
directory-entry: ⊙ H. Brunckhorst & Co., IR, BCto: C.-u. P.-B., Vu 4851 N 2, Mühlenstrasse 50, 8, Inh: H. G. B. Brunckhorst u. Emil Büsing: [1153, 1278, 1441, 1323]
directory-entry: — A., u. J. Tobergte, Tischlerei, Elsastr. 12, H., 22: [225, 1730, 512, 1760]
directory-entry: — Jul., Schornsteinfegermstr., Ericastr. 45: [1153, 1383, 1415, 1398]
directory-entry: Brumme, A., Privatm., Schellingstr. 70, 20: [845, 1699, 1103, 1714]
directory-entry: — Wwe., Friedr., Grovestr. 25, 22: [535, 721, 742, 736]
directory-entry: — Wilh., Maschinist, Fuhlsbüttel, Hummelsbüttler Kirchenweg 13: [225, 1309, 434, 1339]
directory-entry: — Heinr., Staatsarbtr., Borstelmannsweg 56, H. 1, 26: [535, 1112, 830, 1142]
directory-entry: — Wwe., E., Rentnerin, Armbruststr. 8: [845, 1744, 1083, 1759]
directory-entry: — Rob., Eckernförderstr. 90, 4: [225, 827, 414, 842]
page-edge-shadow: [1530, 110, 1600, 2177]
